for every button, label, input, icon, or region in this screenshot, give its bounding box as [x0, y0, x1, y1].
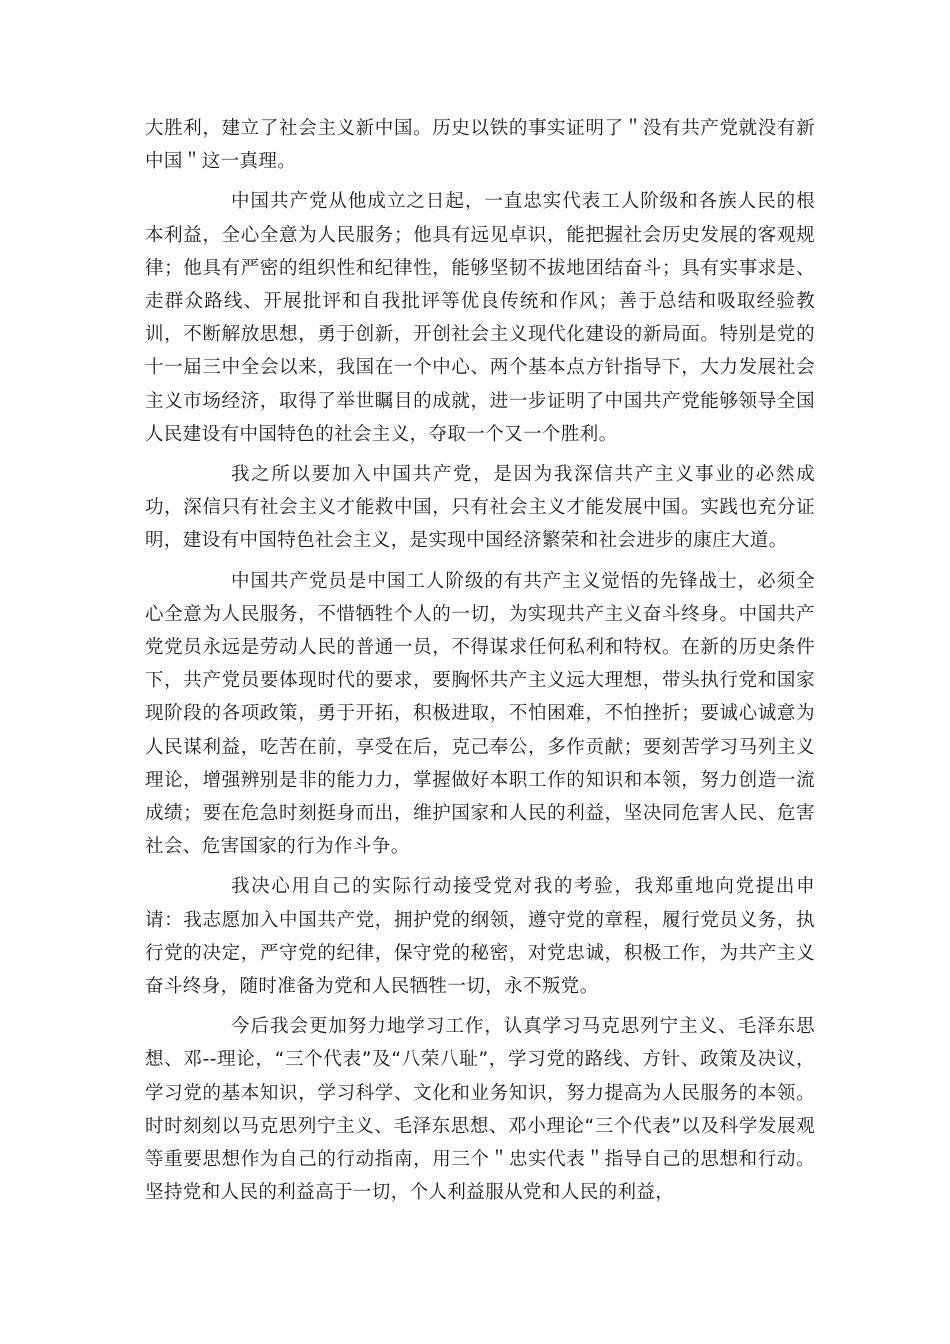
paragraph-6: 今后我会更加努力地学习工作，认真学习马克思列宁主义、毛泽东思想、邓--理论，“三个代表”及“八荣八耻”，学习党的路线、方针、政策及决议，学习党的基本知识，学习科学、文化和业务知识，努力提高为人民服务的本领。时时刻刻以马克思列宁主义、毛泽东思想、邓小理论“三个代表”以及科学发展观等重要思想作为自己的行动指南，用三个＂忠实代表＂指导自己的思想和行动。坚持党和人民的利益高于一切，个人利益服从党和人民的利益， [145, 1016, 815, 1204]
paragraph-1: 大胜利，建立了社会主义新中国。历史以铁的事实证明了＂没有共产党就没有新中国＂这一真理。 [145, 118, 815, 173]
paragraph-3: 我之所以要加入中国共产党，是因为我深信共产主义事业的必然成功，深信只有社会主义才能救中国，只有社会主义才能发展中国。实践也充分证明，建设有中国特色社会主义，是实现中国经济繁荣和社会进步的康庄大道。 [145, 464, 815, 552]
document-body [145, 112, 815, 1217]
paragraph-2: 中国共产党从他成立之日起，一直忠实代表工人阶级和各族人民的根本利益，全心全意为人民服务；他具有远见卓识，能把握社会历史发展的客观规律；他具有严密的组织性和纪律性，能够坚韧不拔地团结奋斗；具有实事求是、走群众路线、开展批评和自我批评等优良传统和作风；善于总结和吸取经验教训，不断解放思想，勇于创新，开创社会主义现代化建设的新局面。特别是党的十一届三中全会以来，我国在一个中心、两个基本点方针指导下，大力发展社会主义市场经济，取得了举世瞩目的成就，进一步证明了中国共产党能够领导全国人民建设有中国特色的社会主义，夺取一个又一个胜利。 [145, 191, 815, 445]
paragraph-5: 我决心用自己的实际行动接受党对我的考验，我郑重地向党提出申请：我志愿加入中国共产党，拥护党的纲领，遵守党的章程，履行党员义务，执行党的决定，严守党的纪律，保守党的秘密，对党忠诚，积极工作，为共产主义奋斗终身，随时准备为党和人民牺牲一切，永不叛党。 [145, 876, 815, 998]
paragraph-4: 中国共产党员是中国工人阶级的有共产主义觉悟的先锋战士，必须全心全意为人民服务，不惜牺牲个人的一切，为实现共产主义奋斗终身。中国共产党党员永远是劳动人民的普通一员，不得谋求任何私利和特权。在新的历史条件下，共产党员要体现时代的要求，要胸怀共产主义远大理想，带头执行党和国家现阶段的各项政策，勇于开拓，积极进取，不怕困难，不怕挫折；要诚心诚意为人民谋利益，吃苦在前，享受在后，克己奉公，多作贡献；要刻苦学习马列主义理论，增强辨别是非的能力力，掌握做好本职工作的知识和本领，努力创造一流成绩；要在危急时刻挺身而出，维护国家和人民的利益，坚决同危害人民、危害社会、危害国家的行为作斗争。 [145, 570, 815, 858]
